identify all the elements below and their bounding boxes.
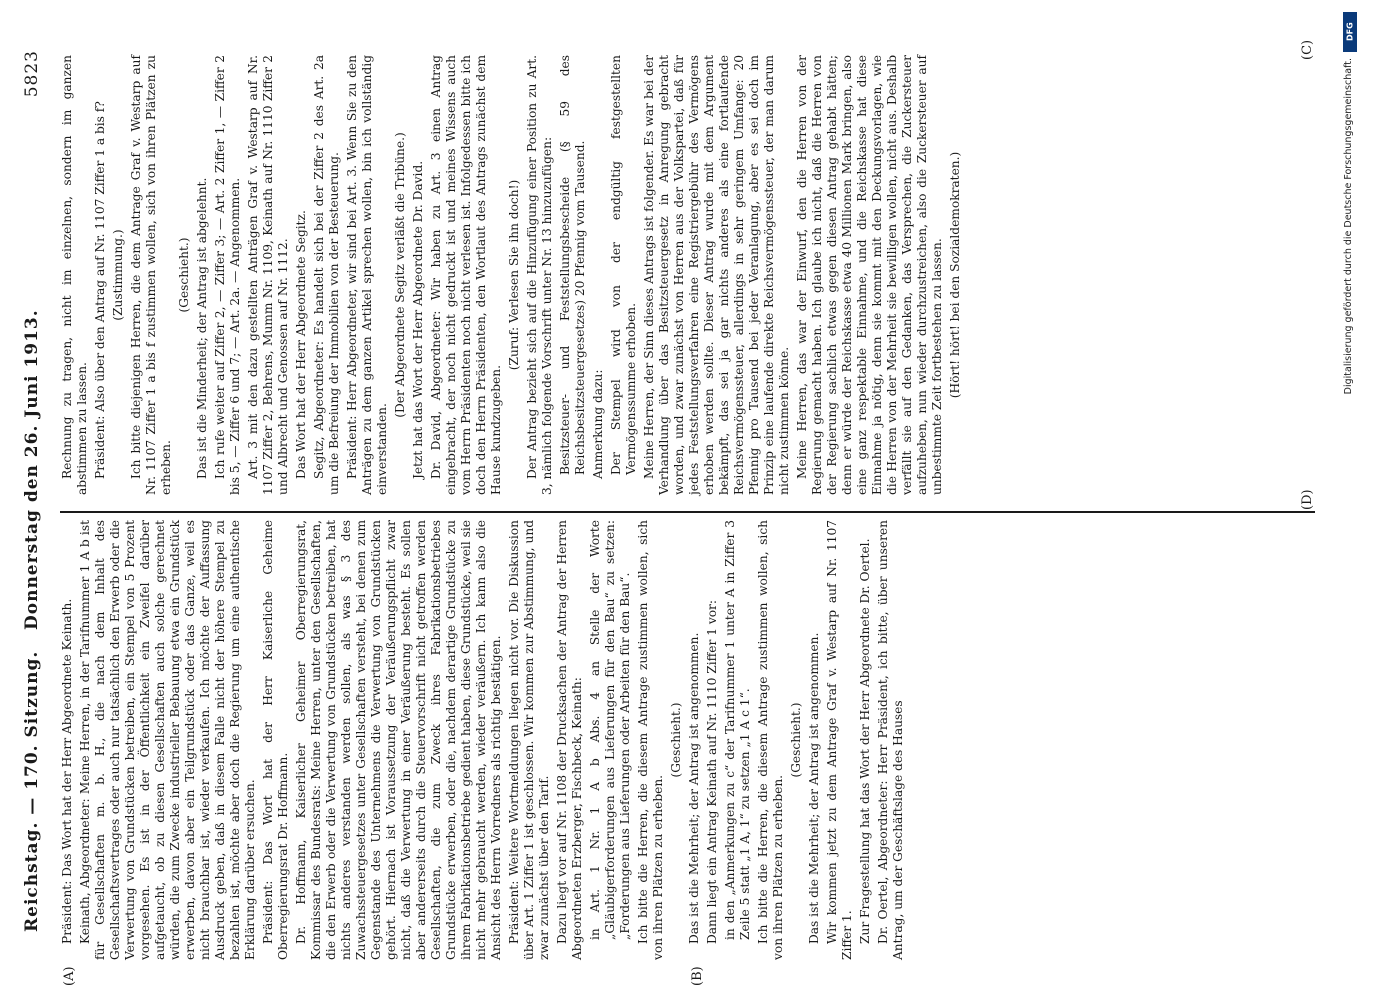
paragraph: Art. 3 mit den dazu gestellten Anträgen Graf v. Westarp auf Nr. 1107 Ziffer 2, Behrens, Mumm Nr. 1109, Keinath auf Nr. 1110 Ziffer 2 und Albrecht und Genossen auf Nr. 1112. (246, 55, 290, 495)
paragraph: Dr. Hoffmann, Kaiserlicher Geheimer Oberregierungsrat, Kommissar des Bundesrats: Meine Herren, unter den Gesellschaften, die den Erwerb oder die Verwertung von Grundstücken betreiben, hat nichts anderes verstanden werden sollen, als was § 3 des Zuwachssteuergesetzes unter Gesellschaften versteht, bei denen zum Gegenstande des Unternehmens die Verwertung von Grundstücken gehört. Hiernach ist Voraussetzung der Veräußerungspflicht zwar nicht, daß die Verwertung in einer Veräußerung besteht. Es sollen aber andererseits durch die Steuervorschrift nicht getroffen werden Gesellschaften, die zum Zweck ihres Fabrikationsbetriebes Grundstücke erwerben, oder die, nachdem derartige Grundstücke zu ihrem Fabrikationsbetriebe gedient haben, diese Grundstücke, weil sie nicht mehr gebraucht werden, wieder veräußern. Ich kann also die Ansicht des Herrn Vorredners als richtig bestätigen. (294, 520, 503, 960)
paragraph: (Geschieht.) (669, 702, 683, 778)
paragraph: Ich rufe weiter auf Ziffer 2, — Ziffer 3; — Art. 2 Ziffer 1, — Ziffer 2 bis 5, — Ziffer 6 und 7; — Art. 2a. — Angenommen. (213, 55, 242, 495)
paragraph: Dann liegt ein Antrag Keinath auf Nr. 1110 Ziffer 1 vor: (705, 600, 719, 944)
paragraph: Präsident: Herr Abgeordneter, wir sind bei Art. 3. Wenn Sie zu den Anträgen zu dem ganzen Artikel sprechen wollen, bin ich vollständig einverstanden. (345, 55, 389, 495)
paragraph: (Geschieht.) (177, 237, 191, 313)
paragraph: Ich bitte die Herren, die diesem Antrage zustimmen wollen, sich von ihren Plätzen zu erheben. (756, 520, 785, 960)
paragraph: (Hört! hört! bei den Sozialdemokraten.) (948, 151, 962, 399)
left-column (60, 520, 909, 960)
paragraph: Anmerkung dazu: (591, 369, 605, 479)
paragraph: Präsident: Also über den Antrag auf Nr. 1107 Ziffer 1 a bis f? (93, 101, 107, 479)
paragraph: Dr. Oertel, Abgeordneter: Herr Präsident, ich bitte, über unseren Antrag, um der Geschäftslage des Hauses (876, 520, 905, 960)
paragraph: Rechnung zu tragen, nicht im einzelnen, sondern im ganzen abstimmen zu lassen. (60, 55, 89, 495)
paragraph: Dr. David, Abgeordneter: Wir haben zu Art. 3 einen Antrag eingebracht, der noch nicht gedruckt ist und meines Wissens auch vom Herrn Präsidenten noch nicht verlesen ist. Infolgedessen bitte ich doch den Herrn Präsidenten, den Wortlaut des Antrags zunächst dem Hause kundzugeben. (429, 55, 503, 495)
paragraph: Präsident: Das Wort hat der Herr Kaiserliche Geheime Oberregierungsrat Dr. Hoffmann. (261, 520, 290, 960)
margin-marker-b: (B) (690, 966, 705, 986)
running-head (18, 30, 48, 960)
paragraph: in Art. 1 Nr. 1 A b Abs. 4 an Stelle der Worte „Gläubigerforderungen aus Lieferungen für den Bau“ zu setzen: „Forderungen aus Lieferungen oder Arbeiten für den Bau“. (588, 520, 632, 940)
paragraph: Jetzt hat das Wort der Herr Abgeordnete Dr. David. (411, 160, 425, 479)
page-number: 5823 (22, 50, 42, 98)
header-left: Reichstag. — 170. Sitzung. (22, 650, 42, 932)
paragraph: (Geschieht.) (789, 702, 803, 778)
paragraph: Das ist die Mehrheit; der Antrag ist angenommen. (687, 632, 701, 944)
paragraph: Wir kommen jetzt zu dem Antrage Graf v. Westarp auf Nr. 1107 Ziffer 1. (825, 520, 854, 960)
digitization-credit (1337, 6, 1383, 996)
paragraph: (Zustimmung.) (111, 229, 125, 321)
paragraph: in den „Anmerkungen zu c“ der Tarifnummer 1 unter A in Ziffer 3 Zeile 5 statt „1 A, 1“ zu setzen „1 A c 1“. (723, 520, 752, 940)
paragraph: Der Antrag bezieht sich auf die Hinzufügung einer Position zu Art. 3, nämlich folgende Vorschrift unter Nr. 13 hinzuzufügen: (525, 55, 554, 495)
paragraph: Besitzsteuer- und Feststellungsbescheide (§ 59 des Reichsbesitzsteuergesetzes) 20 Pfennig vom Tausend. (558, 55, 587, 475)
dfg-logo: DFG (1343, 12, 1357, 52)
paragraph: Keinath, Abgeordneter: Meine Herren, in der Tarifnummer 1 A b ist für Gesellschaften m. b. H., die nach dem Inhalt des Gesellschaftsvertrages oder auch nur tatsächlich den Erwerb oder die Verwertung von Grundstücken betreiben, ein Stempel von 5 Prozent vorgesehen. Es ist in der Öffentlichkeit ein Zweifel darüber aufgetaucht, ob zu diesen Gesellschaften auch solche gerechnet würden, die zum Zwecke industrieller Bebauung etwa ein Grundstück erwerben, davon aber ein Teilgrundstück oder das Ganze, weil es nicht brauchbar ist, wieder verkaufen. Ich möchte der Auffassung Ausdruck geben, daß in diesem Falle nicht der höhere Stempel zu bezahlen ist, möchte aber doch die Regierung um eine authentische Erklärung darüber ersuchen. (78, 520, 257, 960)
paragraph: Meine Herren, der Sinn dieses Antrags ist folgender. Es war bei der Verhandlung über das Besitzsteuergesetz in Anregung gebracht worden, und zwar zunächst von Herren aus der Volkspartei, daß für jedes Feststellungsverfahren eine Registriergebühr des Vermögens erhoben werden sollte. Dieser Antrag wurde mit dem Argument bekämpft, das sei ja gar nichts anderes als eine fortlaufende Reichsvermögenssteuer, allerdings in sehr geringem Umfange: 20 Pfennig pro Tausend bei jeder Veranlagung, aber es sei doch im Prinzip eine laufende direkte Reichsvermögenssteuer, der man darum nicht zustimmen könne. (642, 55, 791, 495)
margin-marker-a: (A) (62, 966, 77, 986)
paragraph: (Zuruf: Verlesen Sie ihn doch!) (507, 179, 521, 371)
right-column (60, 55, 966, 495)
column-rule (60, 511, 1315, 513)
paragraph: Das ist die Mehrheit; der Antrag ist angenommen. (807, 632, 821, 944)
paragraph: Das ist die Minderheit; der Antrag ist abgelehnt. (195, 177, 209, 479)
paragraph: Der Stempel wird von der endgültig festgestellten Vermögenssumme erhoben. (609, 55, 638, 475)
header-date: Donnerstag den 26. Juni 1913. (22, 309, 42, 630)
paragraph: Präsident: Das Wort hat der Herr Abgeordnete Keinath. (60, 598, 74, 944)
margin-marker-c: (C) (1300, 39, 1315, 60)
paragraph: (Der Abgeordnete Segitz verläßt die Tribüne.) (393, 132, 407, 418)
paragraph: Meine Herren, das war der Einwurf, den die Herren von der Regierung gemacht haben. Ich glaube ich nicht, daß die Herren von der Regierung sachlich etwas gegen diesen Antrag gehabt hätten; denn er würde der Reichskasse etwa 40 Millionen Mark bringen, also eine ganz respektable Einnahme, und die Reichskasse hat diese Einnahme ja nötig, denn sie kommt mit den Deckungsvorlagen, wie die Herren von der Mehrheit sie bewilligen wollen, nicht aus. Deshalb verfällt sie auf den Gedanken, das Versprechen, die Zuckersteuer aufzuheben, nun wieder durchzustreichen, also die Zuckersteuer auf unbestimmte Zeit fortbestehen zu lassen. (795, 55, 944, 495)
paragraph: Ich bitte die Herren, die diesem Antrage zustimmen wollen, sich von ihren Plätzen zu erheben. (636, 520, 665, 960)
paragraph: Segitz, Abgeordneter: Es handelt sich bei der Ziffer 2 des Art. 2a um die Befreiung der Immobilien von der Besteuerung. (312, 55, 341, 495)
margin-marker-d: (D) (1300, 489, 1315, 510)
paragraph: Ich bitte diejenigen Herren, die dem Antrage Graf v. Westarp auf Nr. 1107 Ziffer 1 a bis f zustimmen wollen, sich von ihren Plätzen zu erheben. (129, 55, 173, 495)
paragraph: Zur Fragestellung hat das Wort der Herr Abgeordnete Dr. Oertel. (858, 538, 872, 944)
credit-text: Digitalisierung gefördert durch die Deutsche Forschungsgemeinschaft. (1343, 58, 1354, 395)
paragraph: Präsident: Weitere Wortmeldungen liegen nicht vor. Die Diskussion über Art. 1 Ziffer 1 ist geschlossen. Wir kommen zur Abstimmung, und zwar zunächst über den Tarif. (507, 520, 551, 960)
paragraph: Das Wort hat der Herr Abgeordnete Segitz. (294, 210, 308, 479)
paragraph: Dazu liegt vor auf Nr. 1108 der Drucksachen der Antrag der Herren Abgeordneten Erzberger, Fischbeck, Keinath: (555, 520, 584, 960)
